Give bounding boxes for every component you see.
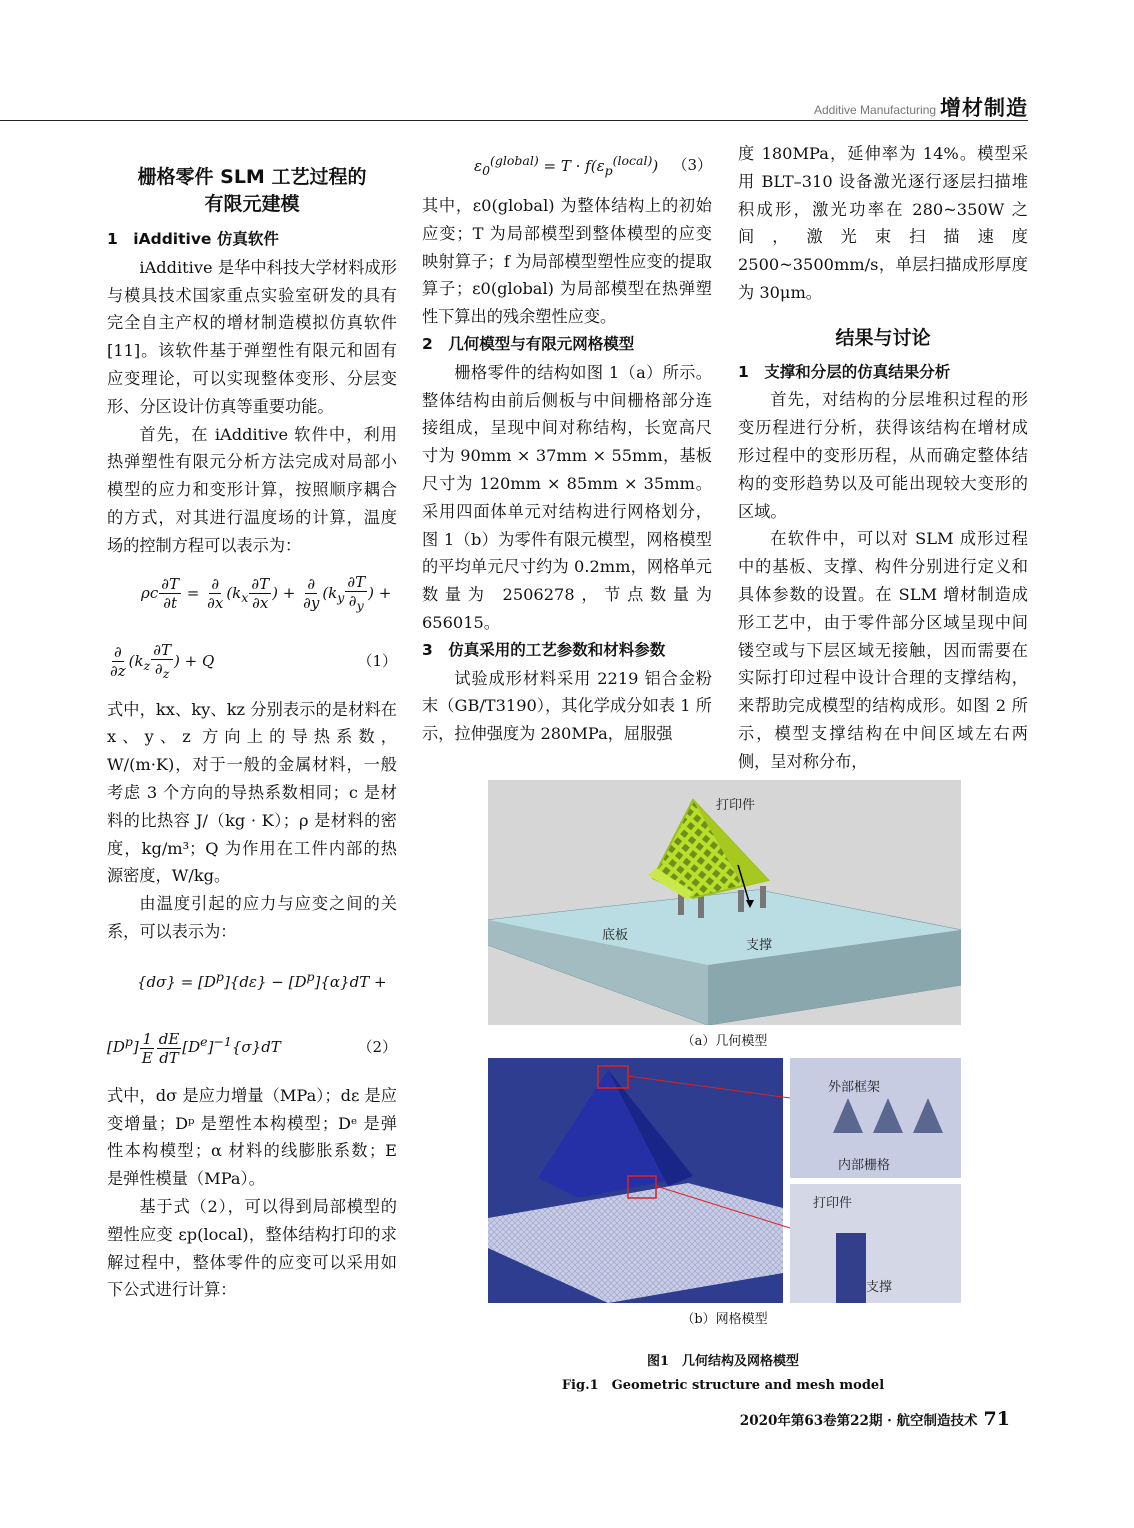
paragraph: 基于式（2），可以得到局部模型的塑性应变 εp(local)，整体结构打印的求解过程中，整体零件的应变可以采用如下公式进行计算： — [107, 1196, 397, 1300]
footer-journal: 2020年第63卷第22期 · 航空制造技术 — [739, 1413, 978, 1429]
equation-1a: ρc $\frac{\partial T}{\partial t}$ = $\frac{\partial}{\partial x}$ ($k_x$ $\frac{\partial T}{\partial x}$ ) + $\frac{\partial}{\partial y}$ ($k_y$ $\frac{\partial T}{\partial_y}$ ) + — [141, 572, 392, 613]
section-title-line1: 栅格零件 SLM 工艺过程的 — [137, 166, 367, 188]
paragraph: 首先，在 iAdditive 软件中，利用热弹塑性有限元分析方法完成对局部小模型的应力和变形计算，按照顺序耦合的方式，对其进行温度场的计算，温度场的控制方程可以表示为： — [107, 424, 397, 555]
paragraph: 式中，dσ 是应力增量（MPa）；dε 是应变增量；Dᵖ 是塑性本构模型；Dᵉ 是弹性本构模型；α 材料的线膨胀系数；E 是弹性模量（MPa）。 — [107, 1085, 397, 1189]
subsection-heading-3: 3 仿真采用的工艺参数和材料参数 — [422, 640, 666, 659]
footer — [680, 1408, 1010, 1430]
paragraph: 度 180MPa，延伸率为 14%。模型采用 BLT–310 设备激光逐行逐层扫描堆积成形，激光功率在 280~350W 之间，激光束扫描速度 2500~3500mm/s，单层扫描成形厚度为 30μm。 — [738, 144, 1028, 302]
equation-1b: $\frac{\partial}{\partial z}$ ($k_z$ $\frac{\partial T}{\partial_z}$ ) + Q （1） — [110, 640, 397, 681]
equation-2a: $\{d\sigma\} = [D^p]\{d\varepsilon\} - [D^p]\{\alpha\}dT$ + — [137, 968, 387, 991]
equation-number-2: （2） — [357, 1037, 397, 1056]
header-rule — [0, 120, 1028, 121]
figure-1a-geometric-model — [488, 780, 961, 1025]
label-print-part-mesh: 打印件 — [813, 1196, 853, 1211]
mesh-model-illustration — [488, 1058, 961, 1303]
paragraph: 其中，ε0(global) 为整体结构上的初始应变；T 为局部模型到整体模型的应变映射算子；f 为局部模型塑性应变的提取算子；ε0(global) 为局部模型在热弹塑性下算出的残余塑性应变。 — [422, 196, 712, 327]
header-journal-en: Additive Manufacturing — [814, 103, 937, 117]
subsection-heading-results-1: 1 支撑和分层的仿真结果分析 — [738, 362, 951, 381]
label-support-mesh: 支撑 — [866, 1280, 893, 1295]
paragraph: 栅格零件的结构如图 1（a）所示。整体结构由前后侧板与中间栅格部分连接组成，呈现中间对称结构，长宽高尺寸为 90mm × 37mm × 55mm，基板尺寸为 120mm × 85mm × 35mm。采用四面体单元对结构进行网格划分，图 1（b）为零件有限元模型，网格模型的平均单元尺寸约为 0.2mm，网格单元数量为 2506278，节点数量为 656015。 — [422, 362, 712, 632]
column-1 — [107, 140, 397, 1304]
subsection-heading-2: 2 几何模型与有限元网格模型 — [422, 334, 635, 353]
paragraph: iAdditive 是华中科技大学材料成形与模具技术国家重点实验室研发的具有完全自主产权的增材制造模拟仿真软件[11]。该软件基于弹塑性有限元和固有应变理论，可以实现整体变形、分层变形、分区设计仿真等重要功能。 — [107, 257, 397, 416]
figure-1a-caption: （a）几何模型 — [681, 1034, 768, 1049]
paragraph: 由温度引起的应力与应变之间的关系，可以表示为： — [107, 894, 397, 941]
paragraph: 式中，kx、ky、kz 分别表示的是材料在 x、y、z 方向上的导热系数，W/(m·K)，对于一般的金属材料，一般考虑 3 个方向的导热系数相同；c 是材料的比热容 J/（kg · K）；ρ 是材料的密度，kg/m³；Q 为作用在工件内部的热源密度，W/kg。 — [107, 699, 397, 886]
equation-3: $\varepsilon_0^{(global)} = T \cdot f(\varepsilon_p^{(local)})$ （3） — [474, 153, 712, 179]
paragraph: 在软件中，可以对 SLM 成形过程中的基板、支撑、构件分别进行定义和具体参数的设置。在 SLM 增材制造成形工艺中，由于零件部分区域呈现中间镂空或与下层区域无接触，因而需要在实际打印过程中设计合理的支撑结构，来帮助完成模型的结构成形。如图 2 所示，模型支撑结构在中间区域左右两侧，呈对称分布， — [738, 529, 1028, 771]
label-outer-frame: 外部框架 — [828, 1080, 881, 1095]
header-journal-zh: 增材制造 — [940, 96, 1028, 120]
figure-caption-zh: 图1 几何结构及网格模型 — [646, 1354, 800, 1369]
column-3 — [738, 140, 1028, 776]
equation-number-3: （3） — [672, 156, 712, 175]
subsection-heading-1: 1 iAdditive 仿真软件 — [107, 230, 279, 248]
label-support: 支撑 — [746, 938, 773, 953]
figure-1b-mesh-model — [488, 1058, 961, 1303]
figure-caption-en: Fig.1 Geometric structure and mesh model — [561, 1378, 885, 1393]
label-inner-grid: 内部栅格 — [838, 1158, 891, 1173]
page-number: 71 — [983, 1408, 1010, 1430]
label-print-part: 打印件 — [716, 798, 756, 813]
paragraph: 试验成形材料采用 2219 铝合金粉末（GB/T3190），其化学成分如表 1 所示，拉伸强度为 280MPa，屈服强 — [422, 668, 712, 744]
results-heading: 结果与讨论 — [835, 326, 931, 349]
equation-number-1: （1） — [357, 651, 397, 670]
figure-1b-caption: （b）网格模型 — [681, 1312, 768, 1327]
paragraph: 首先，对结构的分层堆积过程的形变历程进行分析，获得该结构在增材成形过程中的变形历程，从而确定整体结构的变形趋势以及可能出现较大变形的区域。 — [738, 390, 1028, 521]
geometric-model-illustration — [488, 780, 961, 1025]
equation-2b: $[D^p]$ $\frac{1}{E}$ $\frac{dE}{dT}$ $[De]^{-1}\{\sigma\}dT$ （2） — [107, 1029, 397, 1067]
section-title — [107, 164, 397, 218]
column-2 — [422, 140, 712, 748]
section-title-line2: 有限元建模 — [204, 193, 300, 215]
label-base-plate: 底板 — [602, 928, 629, 943]
